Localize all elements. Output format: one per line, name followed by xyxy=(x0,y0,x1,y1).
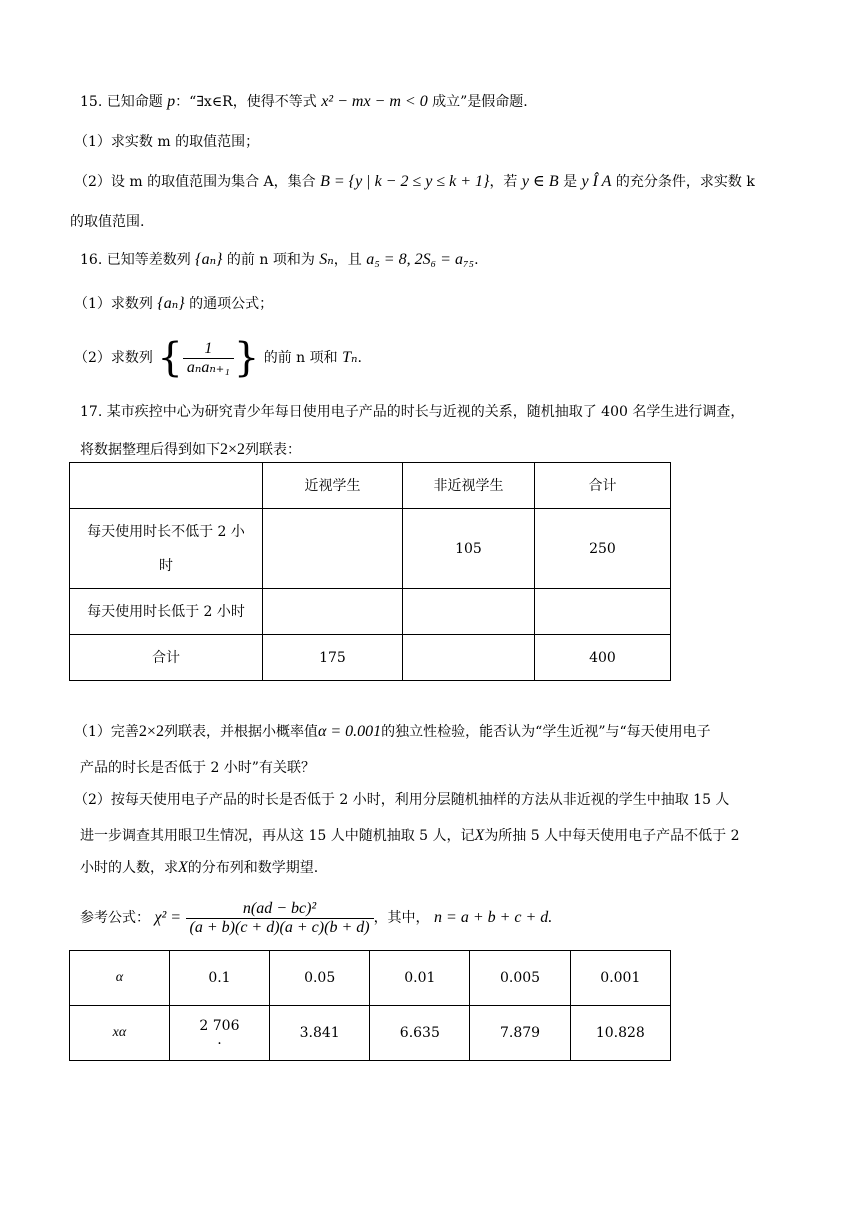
q17-stem-line1: 17. 某市疾控中心为研究青少年每日使用电子产品的时长与近视的关系，随机抽取了 400 名学生进行调查， xyxy=(80,404,745,420)
table-row xyxy=(70,589,671,635)
q15-part2-a: （2）设 m 的取值范围为集合 A，集合 xyxy=(74,174,316,190)
table-cell: 近视学生 xyxy=(262,463,402,509)
q16-part1 xyxy=(74,294,273,314)
table-cell: α xyxy=(70,951,170,1006)
q15-set-b: B = {y | k − 2 ≤ y ≤ k + 1} xyxy=(320,173,490,190)
row-label: 每天使用时长不低于 2 小时 xyxy=(87,523,245,574)
contingency-table xyxy=(69,462,671,681)
q17-p1-alpha: α = 0.001 xyxy=(317,723,382,740)
critical-value-table xyxy=(69,950,671,1061)
formula-num: n(ad − bc)² xyxy=(186,900,374,919)
formula-n: n = a + b + c + d. xyxy=(434,909,553,926)
table-row xyxy=(70,635,671,681)
q16-part1-b: 的通项公式； xyxy=(189,296,274,312)
q15-inequality: x² − mx − m < 0 xyxy=(321,93,428,110)
table-row xyxy=(70,509,671,589)
q16-stem xyxy=(80,250,479,270)
q15-part2-b: ，若 xyxy=(489,174,518,190)
table-cell: 合计 xyxy=(70,635,263,681)
right-brace-icon: } xyxy=(233,335,260,381)
table-cell: 0.001 xyxy=(570,951,670,1006)
formula-label: 参考公式： xyxy=(80,910,150,926)
q16-sequence: {aₙ} xyxy=(195,251,223,268)
q16-part1-a: （1）求数列 xyxy=(74,296,153,312)
q17-stem2-m: 2×2 xyxy=(220,441,246,458)
table-cell: 合计 xyxy=(534,463,670,509)
q17-part2-line3 xyxy=(80,858,318,878)
table-cell: 7.879 xyxy=(470,1006,570,1061)
table-cell xyxy=(402,589,534,635)
table-cell: 3.841 xyxy=(270,1006,370,1061)
q17-part1-line2: 产品的时长是否低于 2 小时”有关联？ xyxy=(80,760,315,776)
formula-fraction xyxy=(186,900,374,937)
table-cell: 0.05 xyxy=(270,951,370,1006)
q17-p2-c2: 的分布列和数学期望. xyxy=(187,860,319,876)
table-cell: 2 706 . xyxy=(169,1006,269,1061)
q15-y-in-b: y ∈ B xyxy=(521,173,559,190)
q15-p: p xyxy=(167,93,176,110)
q15-stem-b: ：“∃x∈R，使得不等式 xyxy=(175,94,317,110)
q17-p1-b: 列联表，并根据小概率值 xyxy=(163,724,318,740)
table-cell xyxy=(402,635,534,681)
table-cell: 175 xyxy=(262,635,402,681)
q17-p2-b2: 为所抽 5 人中每天使用电子产品不低于 2 xyxy=(484,828,740,844)
q16-part2 xyxy=(74,334,362,382)
table-cell xyxy=(262,509,402,589)
reference-formula xyxy=(80,896,552,940)
formula-where: ，其中， xyxy=(373,910,430,926)
table-cell: 400 xyxy=(534,635,670,681)
q16-condition: a₅ = 8, 2S₆ = a₇₅ xyxy=(366,251,475,268)
table-cell: 非近视学生 xyxy=(402,463,534,509)
q17-p1-a: （1）完善 xyxy=(74,724,139,740)
q17-part2-line1: （2）按每天使用电子产品的时长是否低于 2 小时，利用分层随机抽样的方法从非近视的学生中抽取 15 人 xyxy=(74,792,730,808)
table-row xyxy=(70,951,671,1006)
q17-part1-line1 xyxy=(74,722,711,742)
table-cell: xα xyxy=(70,1006,170,1061)
table-header-row xyxy=(70,463,671,509)
q16-stem-a: 16. 已知等差数列 xyxy=(80,252,191,268)
q15-part2-cont: 的取值范围. xyxy=(70,214,145,230)
q17-stem-line2 xyxy=(80,440,301,460)
q15-part1: （1）求实数 m 的取值范围； xyxy=(74,134,260,150)
q16-part2-c: . xyxy=(357,350,362,366)
q17-p2-c1: 小时的人数，求 xyxy=(80,860,178,876)
table-cell: 250 xyxy=(534,509,670,589)
q16-part2-a: （2）求数列 xyxy=(74,350,153,366)
table-cell: 10.828 xyxy=(570,1006,670,1061)
q17-x: X xyxy=(474,827,485,844)
q16-stem-d: . xyxy=(474,252,479,268)
table-cell: 0.1 xyxy=(169,951,269,1006)
table-cell xyxy=(70,463,263,509)
q16-stem-b: 的前 n 项和为 xyxy=(226,252,315,268)
table-row xyxy=(70,1006,671,1061)
q16-frac-num: 1 xyxy=(183,340,234,359)
q17-stem2-b: 列联表： xyxy=(245,442,302,458)
q16-sn: Sₙ xyxy=(319,251,334,268)
table-cell: 0.005 xyxy=(470,951,570,1006)
q17-part2-line2 xyxy=(80,826,739,846)
formula-chi: χ² = xyxy=(154,909,182,926)
q17-p1-m: 2×2 xyxy=(138,723,164,740)
q16-frac-den: aₙaₙ₊₁ xyxy=(186,358,230,376)
q15-stem-c: 成立”是假命题. xyxy=(432,94,528,110)
table-cell: 105 xyxy=(402,509,534,589)
table-cell: 每天使用时长低于 2 小时 xyxy=(70,589,263,635)
table-cell: 6.635 xyxy=(370,1006,470,1061)
q17-p2-b1: 进一步调查其用眼卫生情况，再从这 15 人中随机抽取 5 人，记 xyxy=(80,828,475,844)
q16-part2-b: 的前 n 项和 xyxy=(263,350,338,366)
q17-x-2: X xyxy=(178,859,188,876)
q16-tn: Tₙ xyxy=(342,349,358,366)
table-cell: 0.01 xyxy=(370,951,470,1006)
left-brace-icon: { xyxy=(157,335,183,381)
q15-stem-a: 15. 已知命题 xyxy=(80,94,163,110)
formula-den: (a + b)(c + d)(a + c)(b + d) xyxy=(189,918,370,936)
q15-y-in-a: y Î A xyxy=(581,173,612,190)
q15-part2 xyxy=(74,172,755,192)
q16-stem-c: ，且 xyxy=(333,252,362,268)
q17-p1-c: 的独立性检验，能否认为“学生近视”与“每天使用电子 xyxy=(381,724,711,740)
table-cell xyxy=(70,509,263,589)
q15-stem xyxy=(80,92,528,112)
q16-part1-seq: {aₙ} xyxy=(157,295,185,312)
q15-part2-d: 的充分条件，求实数 k xyxy=(615,174,755,190)
table-cell xyxy=(534,589,670,635)
q15-part2-c: 是 xyxy=(563,174,578,190)
q16-fraction xyxy=(183,340,234,377)
q17-stem2-a: 将数据整理后得到如下 xyxy=(80,442,220,458)
table-cell xyxy=(262,589,402,635)
